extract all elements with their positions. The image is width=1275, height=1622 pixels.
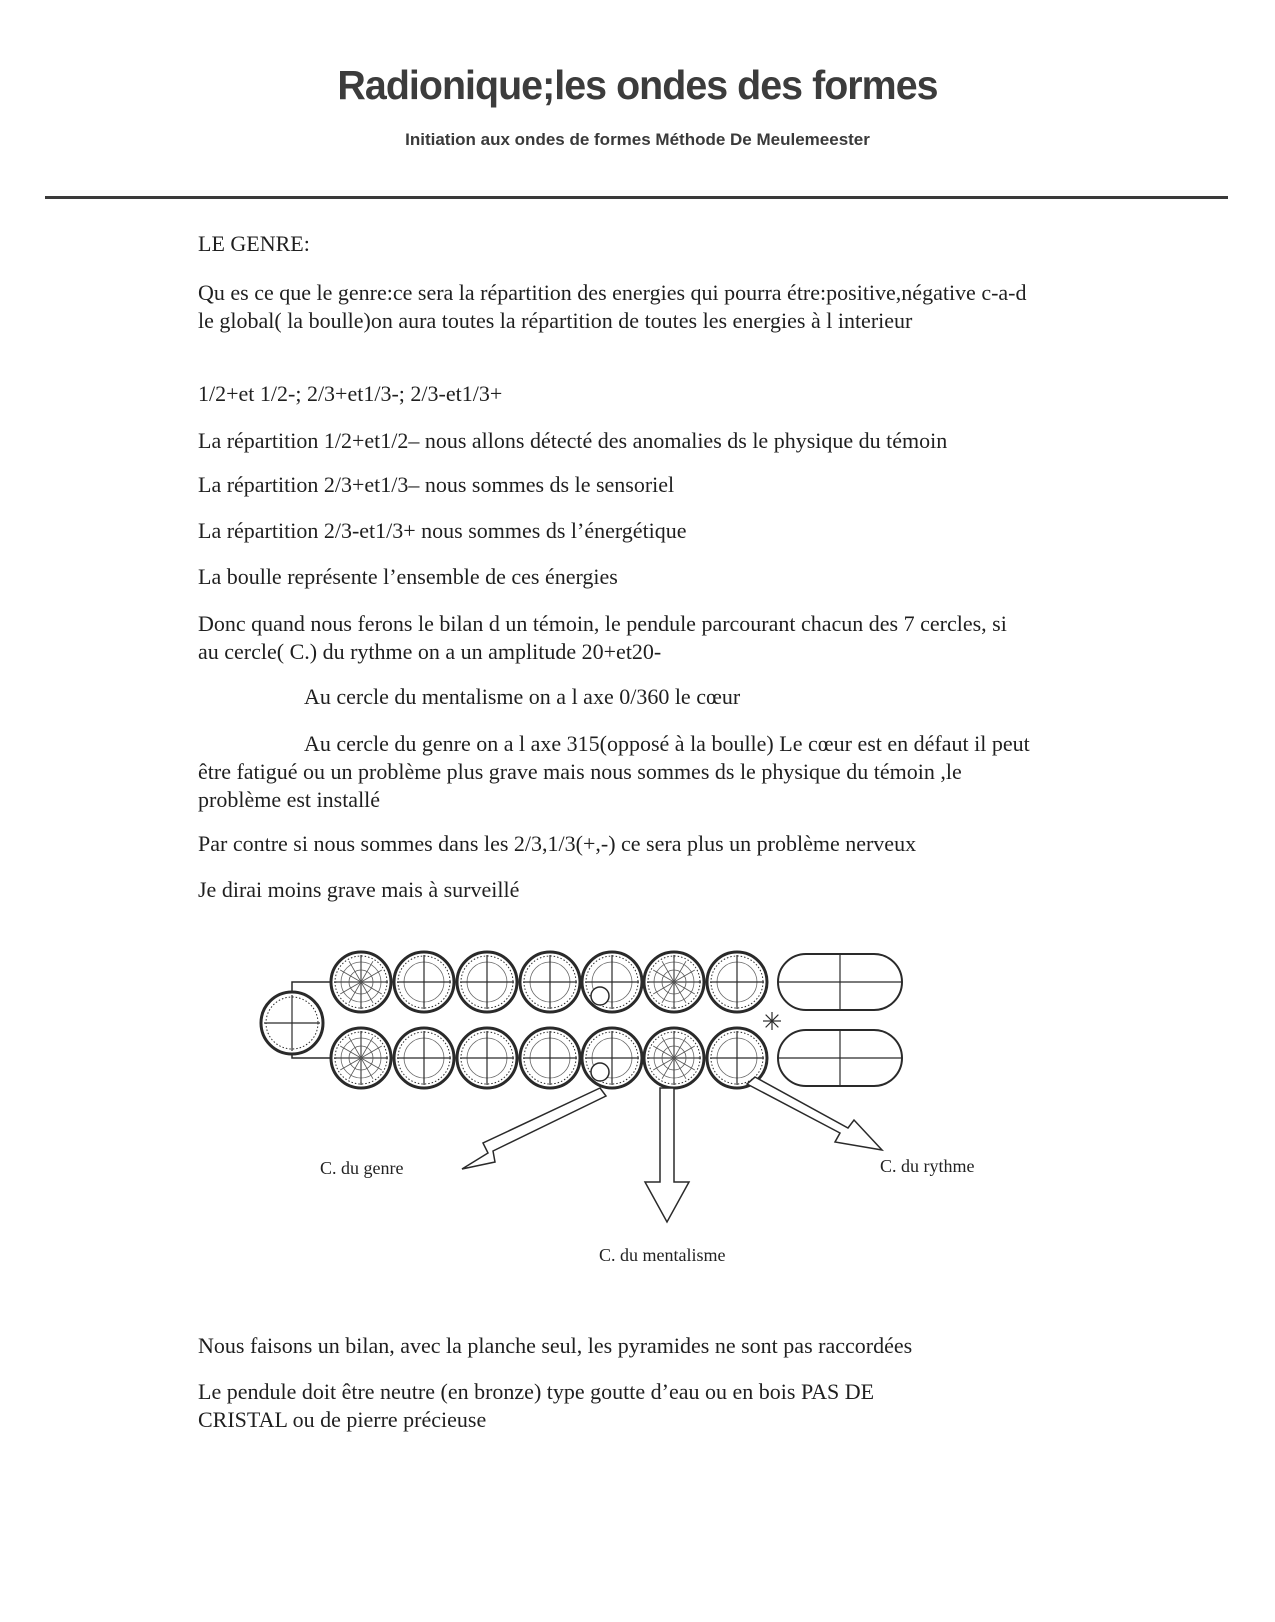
arrow-rythme — [747, 1077, 882, 1150]
paragraph-energetique: La répartition 2/3-et1/3+ nous sommes ds l’énergétique — [198, 518, 687, 543]
top-row-dial-5 — [644, 952, 704, 1012]
paragraph-sensoriel: La répartition 2/3+et1/3– nous sommes ds le sensoriel — [198, 472, 675, 497]
top-row-dial-3 — [520, 952, 580, 1012]
paragraph-genre-axe: Au cercle du genre on a l axe 315(opposé à la boulle) Le cœur est en défaut il peut être fatigué ou un problème plus grave mais nous sommes ds le physique du témoin ,le problème est installé — [198, 731, 1030, 812]
label-mentalisme: C. du mentalisme — [599, 1245, 726, 1265]
paragraph-physique: La répartition 1/2+et1/2– nous allons détecté des anomalies ds le physique du témoin — [198, 428, 948, 453]
top-row-dial-6 — [707, 952, 767, 1012]
bottom-row-dial-5 — [644, 1028, 704, 1088]
top-row-dial-4 — [582, 952, 642, 1012]
arrow-genre — [462, 1088, 606, 1169]
paragraph-surveille: Je dirai moins grave mais à surveillé — [198, 877, 520, 902]
paragraph-nerveux: Par contre si nous sommes dans les 2/3,1/3(+,-) ce sera plus un problème nerveux — [198, 831, 917, 856]
top-row-dial-2 — [457, 952, 517, 1012]
circles-diagram-svg — [250, 950, 1070, 1290]
circles-diagram — [250, 950, 1070, 1290]
header-divider — [45, 196, 1228, 199]
bottom-row-dial-4 — [582, 1028, 642, 1088]
bottom-row-dial-2 — [457, 1028, 517, 1088]
arrow-mentalisme — [645, 1088, 689, 1222]
paragraph-bilan: Donc quand nous ferons le bilan d un témoin, le pendule parcourant chacun des 7 cercles, si au cercle( C.) du rythme on a un amplitude 20+et20- — [198, 611, 1007, 664]
bottom-row-dial-3 — [520, 1028, 580, 1088]
document-title: Radionique;les ondes des formes — [337, 62, 938, 108]
label-rythme: C. du rythme — [880, 1156, 975, 1176]
bottom-row-dial-1 — [394, 1028, 454, 1088]
paragraph-mentalisme: Au cercle du mentalisme on a l axe 0/360 le cœur — [304, 684, 741, 709]
top-row-dial-0 — [331, 952, 391, 1012]
label-genre: C. du genre — [320, 1158, 404, 1178]
paragraph-definition: Qu es ce que le genre:ce sera la répartition des energies qui pourra étre:positive,négative c-a-d le global( la boulle)on aura toutes la répartition de toutes les energies à l interieur — [198, 280, 1027, 333]
paragraph-ratios: 1/2+et 1/2-; 2/3+et1/3-; 2/3-et1/3+ — [198, 381, 503, 406]
compass-rose-icon — [763, 1012, 781, 1030]
document-subtitle: Initiation aux ondes de formes Méthode De Meulemeester — [405, 130, 870, 149]
paragraph-pendule: Le pendule doit être neutre (en bronze) type goutte d’eau ou en bois PAS DE CRISTAL ou de pierre précieuse — [198, 1379, 875, 1432]
bottom-row-dial-0 — [331, 1028, 391, 1088]
paragraph-boulle: La boulle représente l’ensemble de ces énergies — [198, 564, 618, 589]
section-title: LE GENRE: — [198, 231, 310, 256]
paragraph-planche: Nous faisons un bilan, avec la planche seul, les pyramides ne sont pas raccordées — [198, 1333, 913, 1358]
top-row-dial-1 — [394, 952, 454, 1012]
